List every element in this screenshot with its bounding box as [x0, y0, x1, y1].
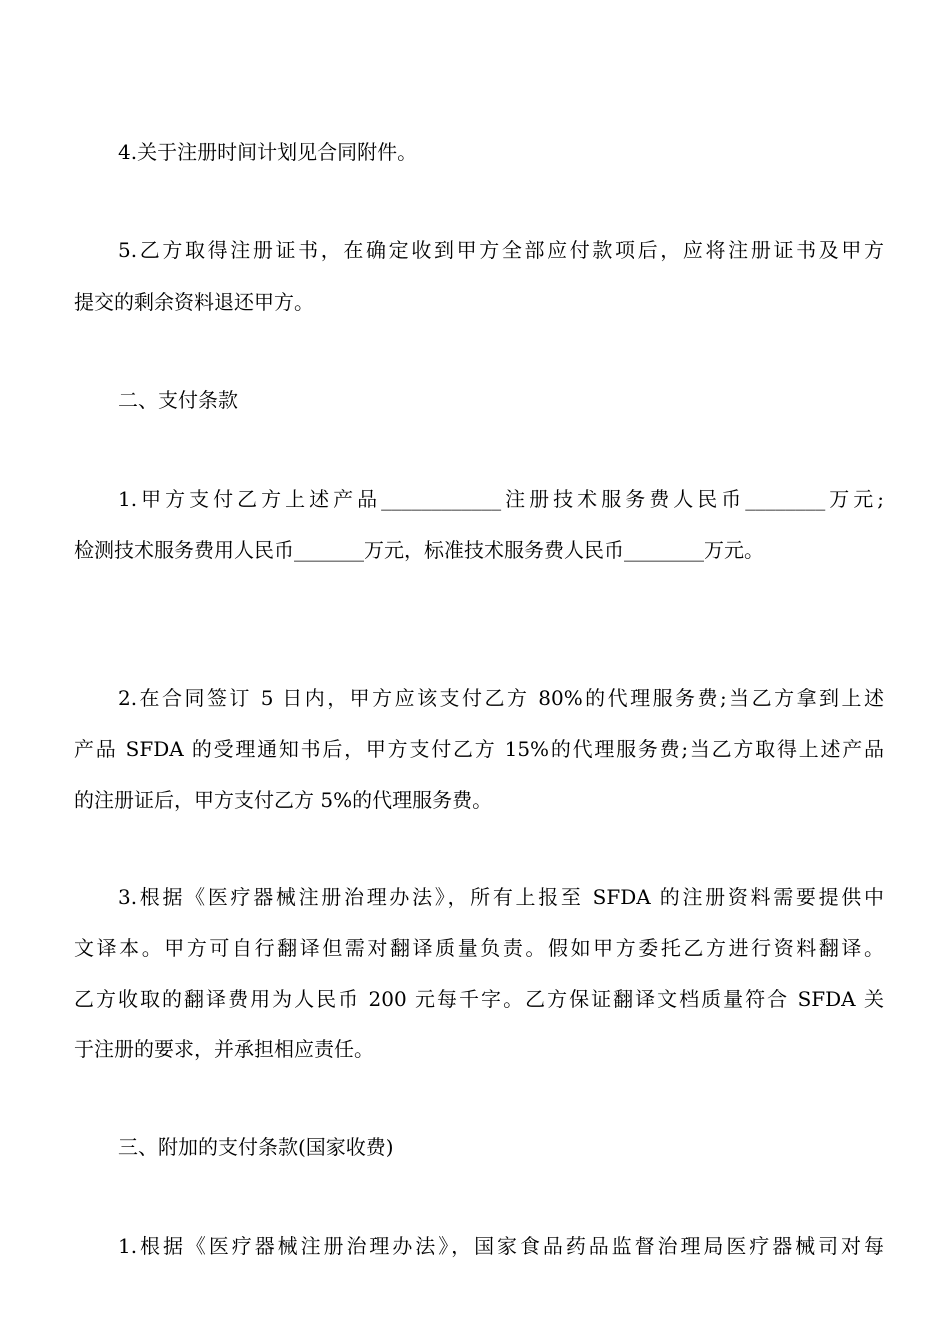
section-3-heading: 三、附加的支付条款(国家收费) — [118, 1135, 394, 1159]
clause-2-2-line-2: 产品 SFDA 的受理通知书后，甲方支付乙方 15%的代理服务费;当乙方取得上述产品 — [74, 737, 884, 761]
section-2-heading: 二、支付条款 — [118, 388, 238, 412]
clause-2-3-line-4: 于注册的要求，并承担相应责任。 — [74, 1037, 374, 1061]
clause-2-2-line-1: 2.在合同签订 5 日内，甲方应该支付乙方 80%的代理服务费;当乙方拿到上述 — [118, 686, 884, 710]
clause-1-4: 4.关于注册时间计划见合同附件。 — [118, 140, 418, 164]
clause-2-2-line-3: 的注册证后，甲方支付乙方 5%的代理服务费。 — [74, 788, 493, 812]
clause-2-3-line-2: 文译本。甲方可自行翻译但需对翻译质量负责。假如甲方委托乙方进行资料翻译。 — [74, 936, 884, 960]
clause-2-3-line-1: 3.根据《医疗器械注册治理办法》，所有上报至 SFDA 的注册资料需要提供中 — [118, 885, 884, 909]
clause-2-3-line-3: 乙方收取的翻译费用为人民币 200 元每千字。乙方保证翻译文档质量符合 SFDA 关 — [74, 987, 884, 1011]
clause-3-1-line-1: 1.根据《医疗器械注册治理办法》，国家食品药品监督治理局医疗器械司对每 — [118, 1234, 884, 1258]
clause-1-5-line-1: 5.乙方取得注册证书，在确定收到甲方全部应付款项后，应将注册证书及甲方 — [118, 238, 884, 262]
clause-1-5-line-2: 提交的剩余资料退还甲方。 — [74, 290, 314, 314]
clause-2-1-line-1: 1.甲方支付乙方上述产品____________注册技术服务费人民币________万元; — [118, 487, 884, 511]
clause-2-1-line-2: 检测技术服务费用人民币_______万元，标准技术服务费人民币________万元。 — [74, 538, 764, 562]
